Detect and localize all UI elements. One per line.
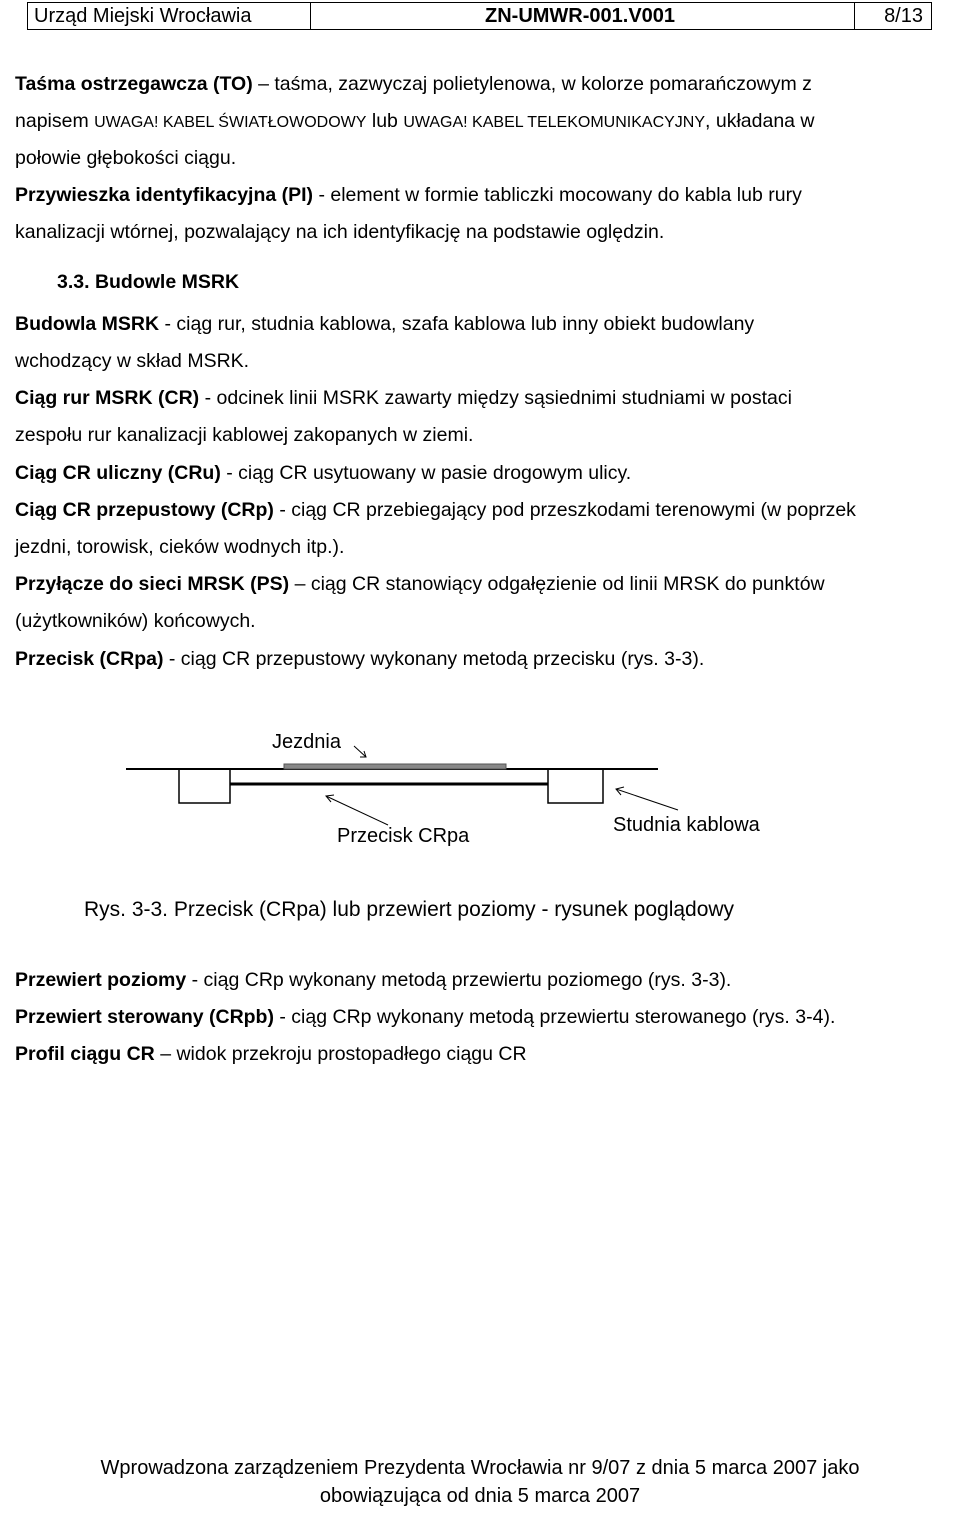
section-heading: 3.3. Budowle MSRK (57, 271, 240, 293)
arrow-head (326, 795, 334, 802)
definition-text: - ciąg CRp wykonany metodą przewiertu sterowanego (rys. 3-4). (273, 1006, 836, 1028)
definition-text: - ciąg CR przebiegający pod przeszkodami terenowymi (w poprzek (273, 499, 856, 521)
term: Taśma ostrzegawcza (TO) (15, 73, 253, 95)
definition-budowla-line2: wchodzący w skład MSRK. (15, 350, 250, 372)
cable-well-left (179, 769, 230, 803)
arrow-przecisk (326, 796, 388, 825)
definition-text: - odcinek linii MSRK zawarty między sąsiednimi studniami w postaci (199, 387, 792, 409)
term: Ciąg CR przepustowy (CRp) (15, 499, 274, 521)
definition-pi-line2: kanalizacji wtórnej, pozwalający na ich identyfikację na podstawie oględzin. (15, 221, 665, 243)
term: Przewiert poziomy (15, 969, 187, 991)
definition-text: lub (366, 110, 404, 132)
arrow-studnia (616, 789, 678, 810)
cable-well-right (548, 769, 603, 803)
figure-caption: Rys. 3-3. Przecisk (CRpa) lub przewiert poziomy - rysunek poglądowy (84, 898, 735, 921)
page-footer (0, 1454, 960, 1510)
footer-line-2: obowiązująca od dnia 5 marca 2007 (319, 1485, 641, 1507)
label-text: UWAGA! KABEL TELEKOMUNIKACYJNY (403, 114, 706, 131)
definition-profil (15, 1036, 945, 1073)
header-page-number: 8/13 (884, 5, 923, 27)
term: Profil ciągu CR (15, 1043, 155, 1065)
term: Przewiert sterowany (CRpb) (15, 1006, 274, 1028)
label-text: UWAGA! KABEL ŚWIATŁOWODOWY (94, 114, 367, 131)
definition-ps-line2: (użytkowników) końcowych. (15, 610, 256, 632)
definition-przewiert-sterowany (15, 999, 945, 1036)
definition-text: – ciąg CR stanowiący odgałęzienie od linii MRSK do punktów (289, 573, 825, 595)
definition-text: - ciąg rur, studnia kablowa, szafa kablowa lub inny obiekt budowlany (159, 313, 755, 335)
label-jezdnia: Jezdnia (272, 731, 341, 753)
definition-text: napisem (15, 110, 95, 132)
term: Budowla MSRK (15, 313, 160, 335)
term: Ciąg CR uliczny (CRu) (15, 462, 221, 484)
label-przecisk: Przecisk CRpa (337, 825, 470, 847)
road-surface (284, 764, 506, 769)
footer-line-1: Wprowadzona zarządzeniem Prezydenta Wrocławia nr 9/07 z dnia 5 marca 2007 jako (100, 1457, 860, 1479)
definition-text: - element w formie tabliczki mocowany do kabla lub rury (313, 184, 802, 206)
label-studnia: Studnia kablowa (613, 814, 760, 836)
definition-text: , układana w (705, 110, 815, 132)
term: Przyłącze do sieci MRSK (PS) (15, 573, 290, 595)
definition-text: - ciąg CRp wykonany metodą przewiertu poziomego (rys. 3-3). (186, 969, 732, 991)
header-doc-id: ZN-UMWR-001.V001 (311, 3, 855, 29)
definition-text: - ciąg CR przepustowy wykonany metodą przecisku (rys. 3-3). (163, 648, 705, 670)
definition-crp-line2: jezdni, torowisk, cieków wodnych itp.). (15, 536, 345, 558)
definition-text: - ciąg CR usytuowany w pasie drogowym ulicy. (220, 462, 632, 484)
header-org: Urząd Miejski Wrocławia (28, 3, 311, 29)
definition-przewiert-poziomy (15, 962, 945, 999)
definition-cr-line2: zespołu rur kanalizacji kablowej zakopanych w ziemi. (15, 424, 474, 446)
definition-text: – taśma, zazwyczaj polietylenowa, w kolorze pomarańczowym z (252, 73, 812, 95)
definition-text: – widok przekroju prostopadłego ciągu CR (154, 1043, 527, 1065)
definition-tasma-line3: połowie głębokości ciągu. (15, 147, 237, 169)
term: Przecisk (CRpa) (15, 648, 164, 670)
term: Przywieszka identyfikacyjna (PI) (15, 184, 314, 206)
term: Ciąg rur MSRK (CR) (15, 387, 200, 409)
